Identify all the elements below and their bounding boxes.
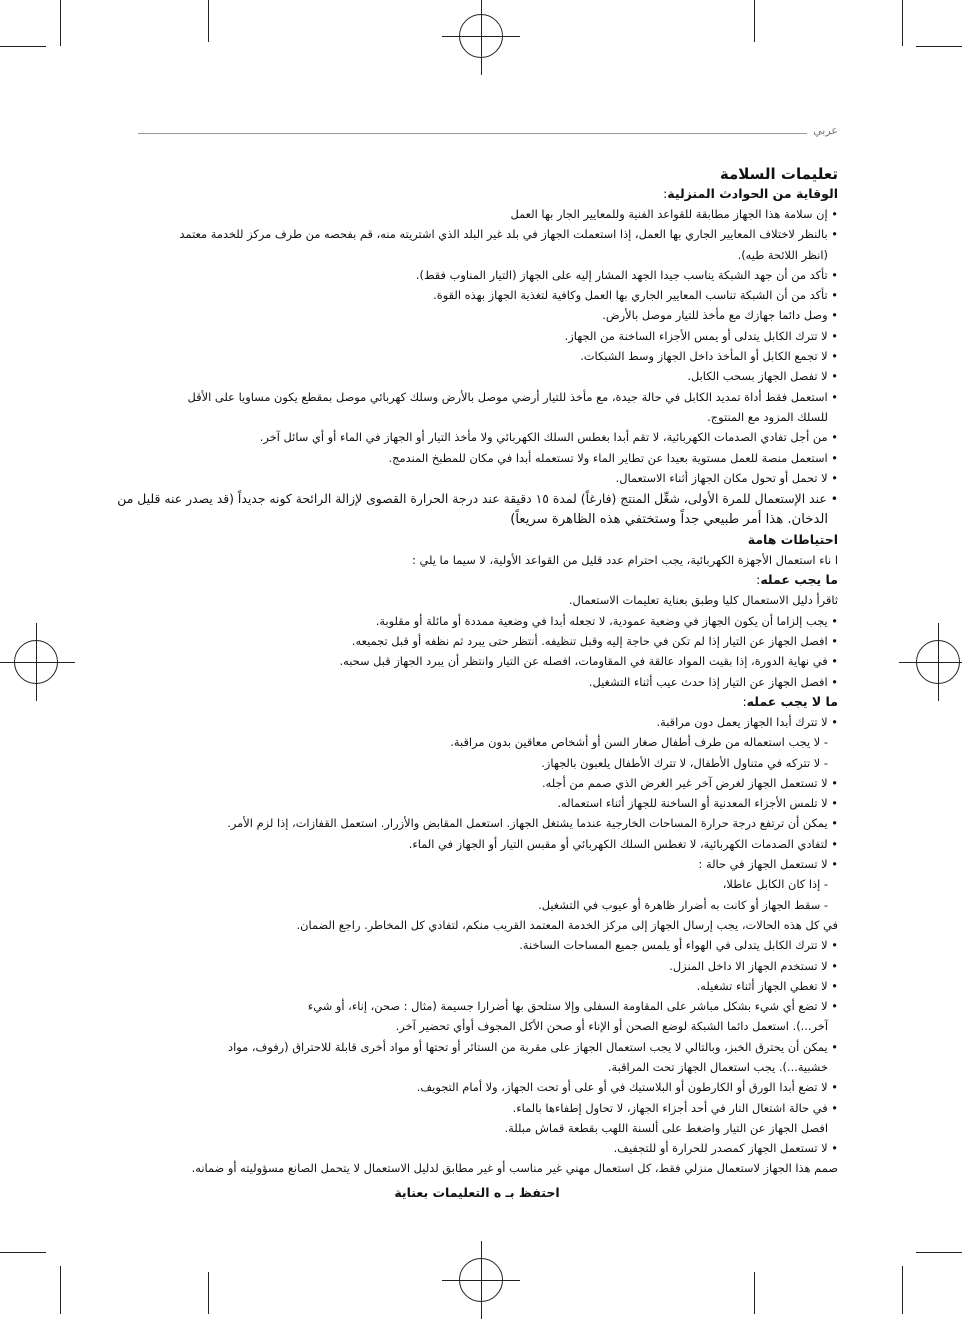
crop-mark xyxy=(208,0,209,42)
home-line: • وصل دائما جهازك مع مأخذ للتيار موصل بالأرض. xyxy=(602,308,838,323)
dont-line: - لا يجب استعماله من طرف أطفال صغار السن أو أشخاص معاقين بدون مراقبة. xyxy=(450,735,828,750)
crop-mark xyxy=(754,1272,755,1314)
dont-line: آخر...). استعمل دائما الشبكة لوضع الصحن أو الإناء أو صحن الأكل المجوف أوأي تحضير آخر. xyxy=(395,1019,828,1034)
dont-line: • لا تترك أبدا الجهاز يعمل دون مراقبة. xyxy=(656,714,838,729)
do-line: • افصل الجهاز عن التيار إذا حدث عيب أثناء التشغيل. xyxy=(588,674,838,689)
crop-mark xyxy=(60,1266,61,1314)
closing-statement: صمم هذا الجهاز لاستعمال منزلي فقط، كل استعمال مهني غير مناسب أو غير مطابق لدليل الاستعمال لا يتحمل الصانع مسؤوليته أو ضمانه. xyxy=(191,1161,838,1176)
registration-mark xyxy=(916,640,960,684)
heading-suffix: : xyxy=(742,693,747,709)
home-line: • من أجل تفادي الصدمات الكهربائية، لا تقم أبدا بغطس السلك الكهربائي ولا مأخذ التيار أو الجهاز في الماء أو أي سائل آخر. xyxy=(259,430,838,445)
dont-line: • لا تستعمل الجهاز في حالة : xyxy=(698,857,838,872)
registration-mark xyxy=(459,14,503,58)
registration-mark xyxy=(14,640,58,684)
dont-line: • لا تلمس الأجزاء المعدنية أو الساخنة للجهاز أثناء استعماله. xyxy=(557,796,838,811)
home-line: • لا تجمع الكابل أو المأخذ داخل الجهاز وسط الشبكات. xyxy=(580,349,838,364)
dont-line: • لا تغطي الجهاز أثناء تشغيله. xyxy=(696,978,838,993)
dont-line: • يمكن أن ترتفع درجة حرارة المساحات الخارجية عندما يشتغل الجهاز. استعمل المقابض والأزرار. استعمل القفازات، إذا لزم الأمر. xyxy=(227,816,838,831)
heading-home-accidents xyxy=(116,184,838,204)
dont-line: • في حالة اشتعال النار في أحد أجزاء الجهاز، لا تحاول إطفاءها بالماء. xyxy=(512,1100,838,1115)
home-line: • استعمل منصة للعمل مستوية بعيدا عن تطاير الماء ولا تستعمله أبدا في مكان للمطبخ المندمج. xyxy=(388,450,838,465)
dont-line: • يمكن أن يحترق الخبز، وبالتالي لا يجب استعمال الجهاز على مقربة من الستائر أو تحتها أو مواد أخرى قابلة للاحتراق (رفوف، مواد xyxy=(228,1039,838,1054)
dont-line: افصل الجهاز عن التيار واضغط على ألسنة اللهب بقطعة قماش مبللة. xyxy=(504,1120,828,1135)
crop-mark xyxy=(902,0,903,46)
home-line: • لا تحمل أو تحول مكان الجهاز أثناء الاستعمال. xyxy=(615,470,838,485)
crop-mark xyxy=(902,1266,903,1314)
heading-text: الوقاية من الحوادث المنزلية xyxy=(667,186,838,201)
home-line: • تأكد من أن جهد الشبكة يناسب جيدا الجهد المشار إليه على الجهاز (التيار المناوب فقط). xyxy=(415,267,838,282)
heading-suffix: : xyxy=(756,572,761,588)
crop-mark xyxy=(754,0,755,42)
home-line: • استعمل فقط أداة تمديد الكابل في حالة جيدة، مع مأخذ للتيار أرضي موصل بالأرض وسلك كهربائي موصل بمقطع يكون مساويا على الأقل xyxy=(187,389,838,404)
heading-text: ما لا يجب عمله xyxy=(746,693,838,709)
heading-suffix: : xyxy=(663,186,668,201)
dont-line: • لا تستعمل الجهاز لغرض آخر غير الغرض الذي صمم من أجله. xyxy=(542,775,838,790)
dont-line: - إذا كان الكابل عاطلا، xyxy=(722,877,828,892)
important-intro: ا ناء استعمال الأجهزة الكهربائية، يجب احترام عدد قليل من القواعد الأولية، لا سيما ما يلي : xyxy=(412,553,838,568)
first-use-line: الدخان. هذا أمر طبيعي جداً وستختفي هذه الظاهرة سريعاً) xyxy=(510,512,828,528)
do-line: • في نهاية الدورة، إذا بقيت المواد عالقة في المقاومات، افصله عن التيار وانتظر أن يبرد الجهاز قبل سحبه. xyxy=(339,654,838,669)
dont-line: • لتفادي الصدمات الكهربائية، لا تغطس السلك الكهربائي أو مقبس التيار أو الجهاز في الماء. xyxy=(408,836,838,851)
do-line: • يجب إلزاما أن يكون الجهاز في وضعية عمودية، لا تجعله أبدا في وضعية ممددة أو مائلة أو مقلوبة. xyxy=(375,613,838,628)
first-use-line: • عند الإستعمال للمرة الأولى، شغِّل المنتج (فارغاً) لمدة ١٥ دقيقة عند درجة الحرارة القصوى لإزالة الرائحة كونه جديداً (قد يصدر عنه قليل من xyxy=(117,491,838,507)
home-line: للسلك المزود مع المنتوج. xyxy=(707,409,828,424)
crop-mark xyxy=(0,46,46,47)
heading-do xyxy=(116,570,838,590)
dont-line: • لا تستخدم الجهاز الا داخل المنزل. xyxy=(669,958,838,973)
crop-mark xyxy=(60,0,61,46)
dont-line: • لا تضع أي شيء بشكل مباشر على المقاومة السفلى وإلا ستلحق بها أضرارا جسيمة (مثال : صحن، إناء، أو شيء xyxy=(307,999,838,1014)
header-rule xyxy=(138,133,807,134)
page-title: تعليمات السلامة xyxy=(719,165,838,183)
dont-line: - سقط الجهاز أو كانت به أضرار ظاهرة أو عيوب في التشغيل. xyxy=(538,897,828,912)
crop-mark xyxy=(208,1272,209,1314)
heading-important: احتياطات هامة xyxy=(747,532,838,548)
registration-mark xyxy=(459,1258,503,1302)
crop-mark xyxy=(0,1252,46,1253)
crop-mark xyxy=(916,1252,962,1253)
home-line: • بالنظر لاختلاف المعايير الجاري بها العمل، إذا استعملت الجهاز في بلد غير البلد الذي اشتريته منه، قم بفحصه من طرف مركز للخدمة معتمد xyxy=(179,227,838,242)
dont-line: - لا تتركه في متناول الأطفال، لا تترك الأطفال يلعبون بالجهاز. xyxy=(541,755,828,770)
dont-line: في كل هذه الحالات، يجب إرسال الجهاز إلى مركز الخدمة المعتمد القريب منكم، لتفادي كل المخاطر. راجع الضمان. xyxy=(296,917,838,932)
dont-line: • لا تستعمل الجهاز كمصدر للحرارة أو للتجفيف. xyxy=(613,1141,838,1156)
dont-line: • لا تترك الكابل يتدلى في الهواء أو يلمس جميع المساحات الساخنة. xyxy=(519,938,838,953)
language-label: عربي xyxy=(813,124,838,137)
heading-dont xyxy=(116,692,838,712)
home-line: • لا تفصل الجهاز بسحب الكابل. xyxy=(687,369,838,384)
do-line: ثاقرأ دليل الاستعمال كليا وطبق بعناية تعليمات الاستعمال. xyxy=(568,593,838,608)
home-line: • إن سلامة هذا الجهاز مطابقة للقواعد الفنية وللمعايير الجار بها العمل xyxy=(510,207,838,221)
document-body xyxy=(116,164,838,1216)
dont-line: خشبية...). يجب استعمال الجهاز تحت المراقبة. xyxy=(607,1059,828,1074)
home-line: • تأكد من أن الشبكة تناسب المعايير الجاري بها العمل وكافية لتغذية الجهاز بهذه القوة. xyxy=(433,288,838,303)
do-line: • افصل الجهاز عن التيار إذا لم تكن في حاجة إليه وقبل تنظيفه. أنتظر حتى يبرد ثم نظفه أو قبل تجميعه. xyxy=(351,634,838,649)
crop-mark xyxy=(916,46,962,47)
home-line: • لا تترك الكابل يتدلى أو يمس الأجزاء الساخنة من الجهاز. xyxy=(564,328,838,343)
heading-text: ما يجب عمله xyxy=(760,572,838,588)
home-line: (انظر اللائحة طيه). xyxy=(737,247,828,262)
footer-note: احتفظ بـ ه التعليمات بعناية xyxy=(394,1184,560,1200)
dont-line: • لا تضع أبدا الورق أو الكارطون أو البلاستيك في أو على أو تحت الجهاز، ولا أمام التجويف. xyxy=(416,1080,838,1095)
